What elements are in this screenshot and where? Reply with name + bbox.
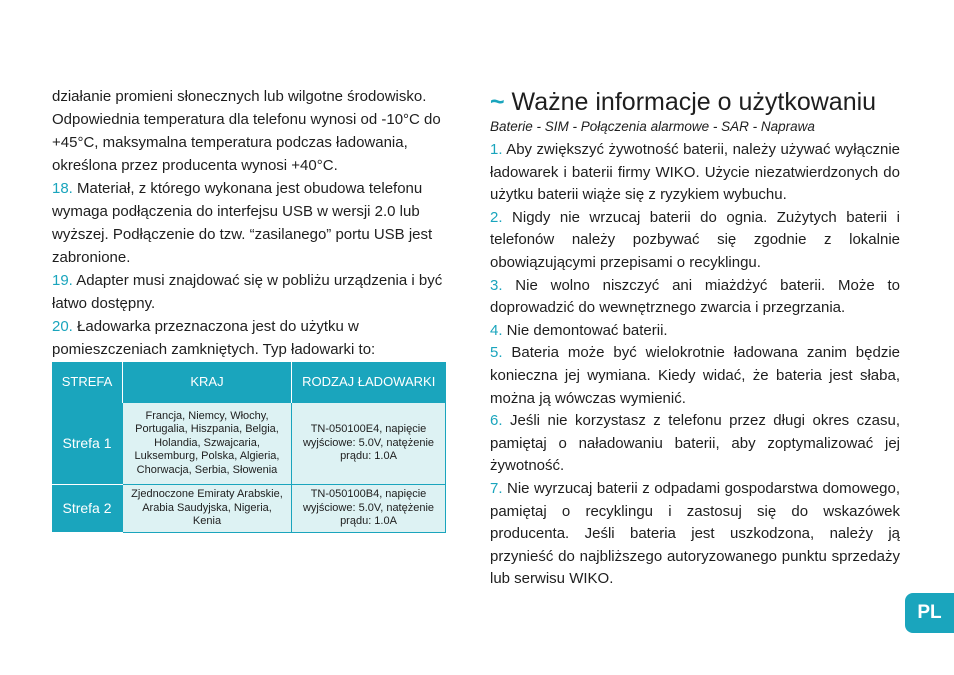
section-subtitle: Baterie - SIM - Połączenia alarmowe - SAR - Naprawa bbox=[490, 119, 815, 134]
list-item-2 bbox=[490, 207, 900, 275]
section-title bbox=[490, 87, 900, 117]
list-item-18 bbox=[52, 177, 462, 269]
countries-cell: Zjednoczone Emiraty Arabskie, Arabia Saudyjska, Nigeria, Kenia bbox=[123, 485, 292, 533]
zone-cell: Strefa 1 bbox=[52, 403, 123, 485]
list-item-19 bbox=[52, 269, 462, 315]
title-text: Ważne informacje o użytkowaniu bbox=[504, 88, 877, 116]
intro-paragraph: działanie promieni słonecznych lub wilgotne środowisko. Odpowiednia temperatura dla telefonu wynosi od -10°C do +45°C, maksymalna temperatura podczas ładowania, określona przez producenta wynosi +40°C. bbox=[52, 88, 441, 174]
item-text: Bateria może być wielokrotnie ładowana zanim będzie konieczna jej wymiana. Kiedy widać, że bateria jest słaba, można ją wówczas wymienić. bbox=[490, 344, 900, 407]
item-text: Aby zwiększyć żywotność baterii, należy używać wyłącznie ładowarek i baterii firmy WIKO. Użycie niezatwierdzonych do użytku baterii wiąże się z ryzykiem wybuchu. bbox=[490, 141, 900, 204]
list-item-5 bbox=[490, 342, 900, 410]
item-text: Nie demontować baterii. bbox=[502, 321, 668, 339]
list-item-20 bbox=[52, 315, 462, 361]
table-row bbox=[52, 485, 446, 533]
item-text: Nigdy nie wrzucaj baterii do ognia. Zużytych baterii i telefonów należy pozbywać się zgodnie z lokalnie obowiązującymi przepisami o recyklingu. bbox=[490, 208, 900, 271]
item-number: 2. bbox=[490, 208, 503, 226]
title-mark: ~ bbox=[490, 88, 505, 116]
item-number: 3. bbox=[490, 276, 503, 294]
item-number: 19. bbox=[52, 272, 73, 289]
item-number: 4. bbox=[490, 321, 503, 339]
item-text: Jeśli nie korzystasz z telefonu przez długi okres czasu, pamiętaj o naładowaniu baterii, aby zoptymalizować jej żywotność. bbox=[490, 412, 900, 475]
list-item-6 bbox=[490, 410, 900, 478]
item-number: 7. bbox=[490, 479, 503, 497]
header-country: KRAJ bbox=[123, 362, 292, 403]
table-header-row bbox=[52, 362, 446, 403]
item-text: Ładowarka przeznaczona jest do użytku w pomieszczeniach zamkniętych. Typ ładowarki to: bbox=[52, 318, 376, 358]
table-row bbox=[52, 403, 446, 485]
item-number: 5. bbox=[490, 344, 503, 362]
item-number: 18. bbox=[52, 180, 73, 197]
list-item-4 bbox=[490, 320, 900, 343]
item-number: 6. bbox=[490, 412, 503, 430]
charger-cell: TN-050100B4, napięcie wyjściowe: 5.0V, natężenie prądu: 1.0A bbox=[292, 485, 446, 533]
zone-cell: Strefa 2 bbox=[52, 485, 123, 533]
right-column bbox=[490, 87, 900, 591]
header-zone: STREFA bbox=[52, 362, 123, 403]
countries-cell: Francja, Niemcy, Włochy, Portugalia, Hiszpania, Belgia, Holandia, Szwajcaria, Luksemburg, Polska, Algieria, Chorwacja, Serbia, Słowenia bbox=[123, 403, 292, 485]
item-text: Nie wolno niszczyć ani miażdżyć baterii. Może to doprowadzić do wewnętrznego zwarcia i przegrzania. bbox=[490, 276, 900, 317]
item-text: Materiał, z którego wykonana jest obudowa telefonu wymaga podłączenia do interfejsu USB w wersji 2.0 lub wyższej. Podłączenie do tzw. “zasilanego” portu USB jest zabronione. bbox=[52, 180, 433, 266]
item-number: 20. bbox=[52, 318, 73, 335]
language-tab: PL bbox=[905, 593, 954, 633]
list-item-3 bbox=[490, 275, 900, 320]
charger-zones-table bbox=[52, 362, 446, 533]
charger-cell: TN-050100E4, napięcie wyjściowe: 5.0V, natężenie prądu: 1.0A bbox=[292, 403, 446, 485]
list-item-7 bbox=[490, 478, 900, 591]
item-number: 1. bbox=[490, 141, 503, 158]
item-text: Adapter musi znajdować się w pobliżu urządzenia i być łatwo dostępny. bbox=[52, 272, 443, 312]
item-text: Nie wyrzucaj baterii z odpadami gospodarstwa domowego, pamiętaj o recyklingu i zastosuj się do wskazówek producenta. Jeśli bateria jest uszkodzona, należy ją przynieść do najbliższego autoryzowanego punktu sprzedaży lub serwisu WIKO. bbox=[490, 479, 900, 588]
list-item-1 bbox=[490, 139, 900, 207]
header-charger-type: RODZAJ ŁADOWARKI bbox=[292, 362, 446, 403]
left-column bbox=[52, 85, 462, 361]
